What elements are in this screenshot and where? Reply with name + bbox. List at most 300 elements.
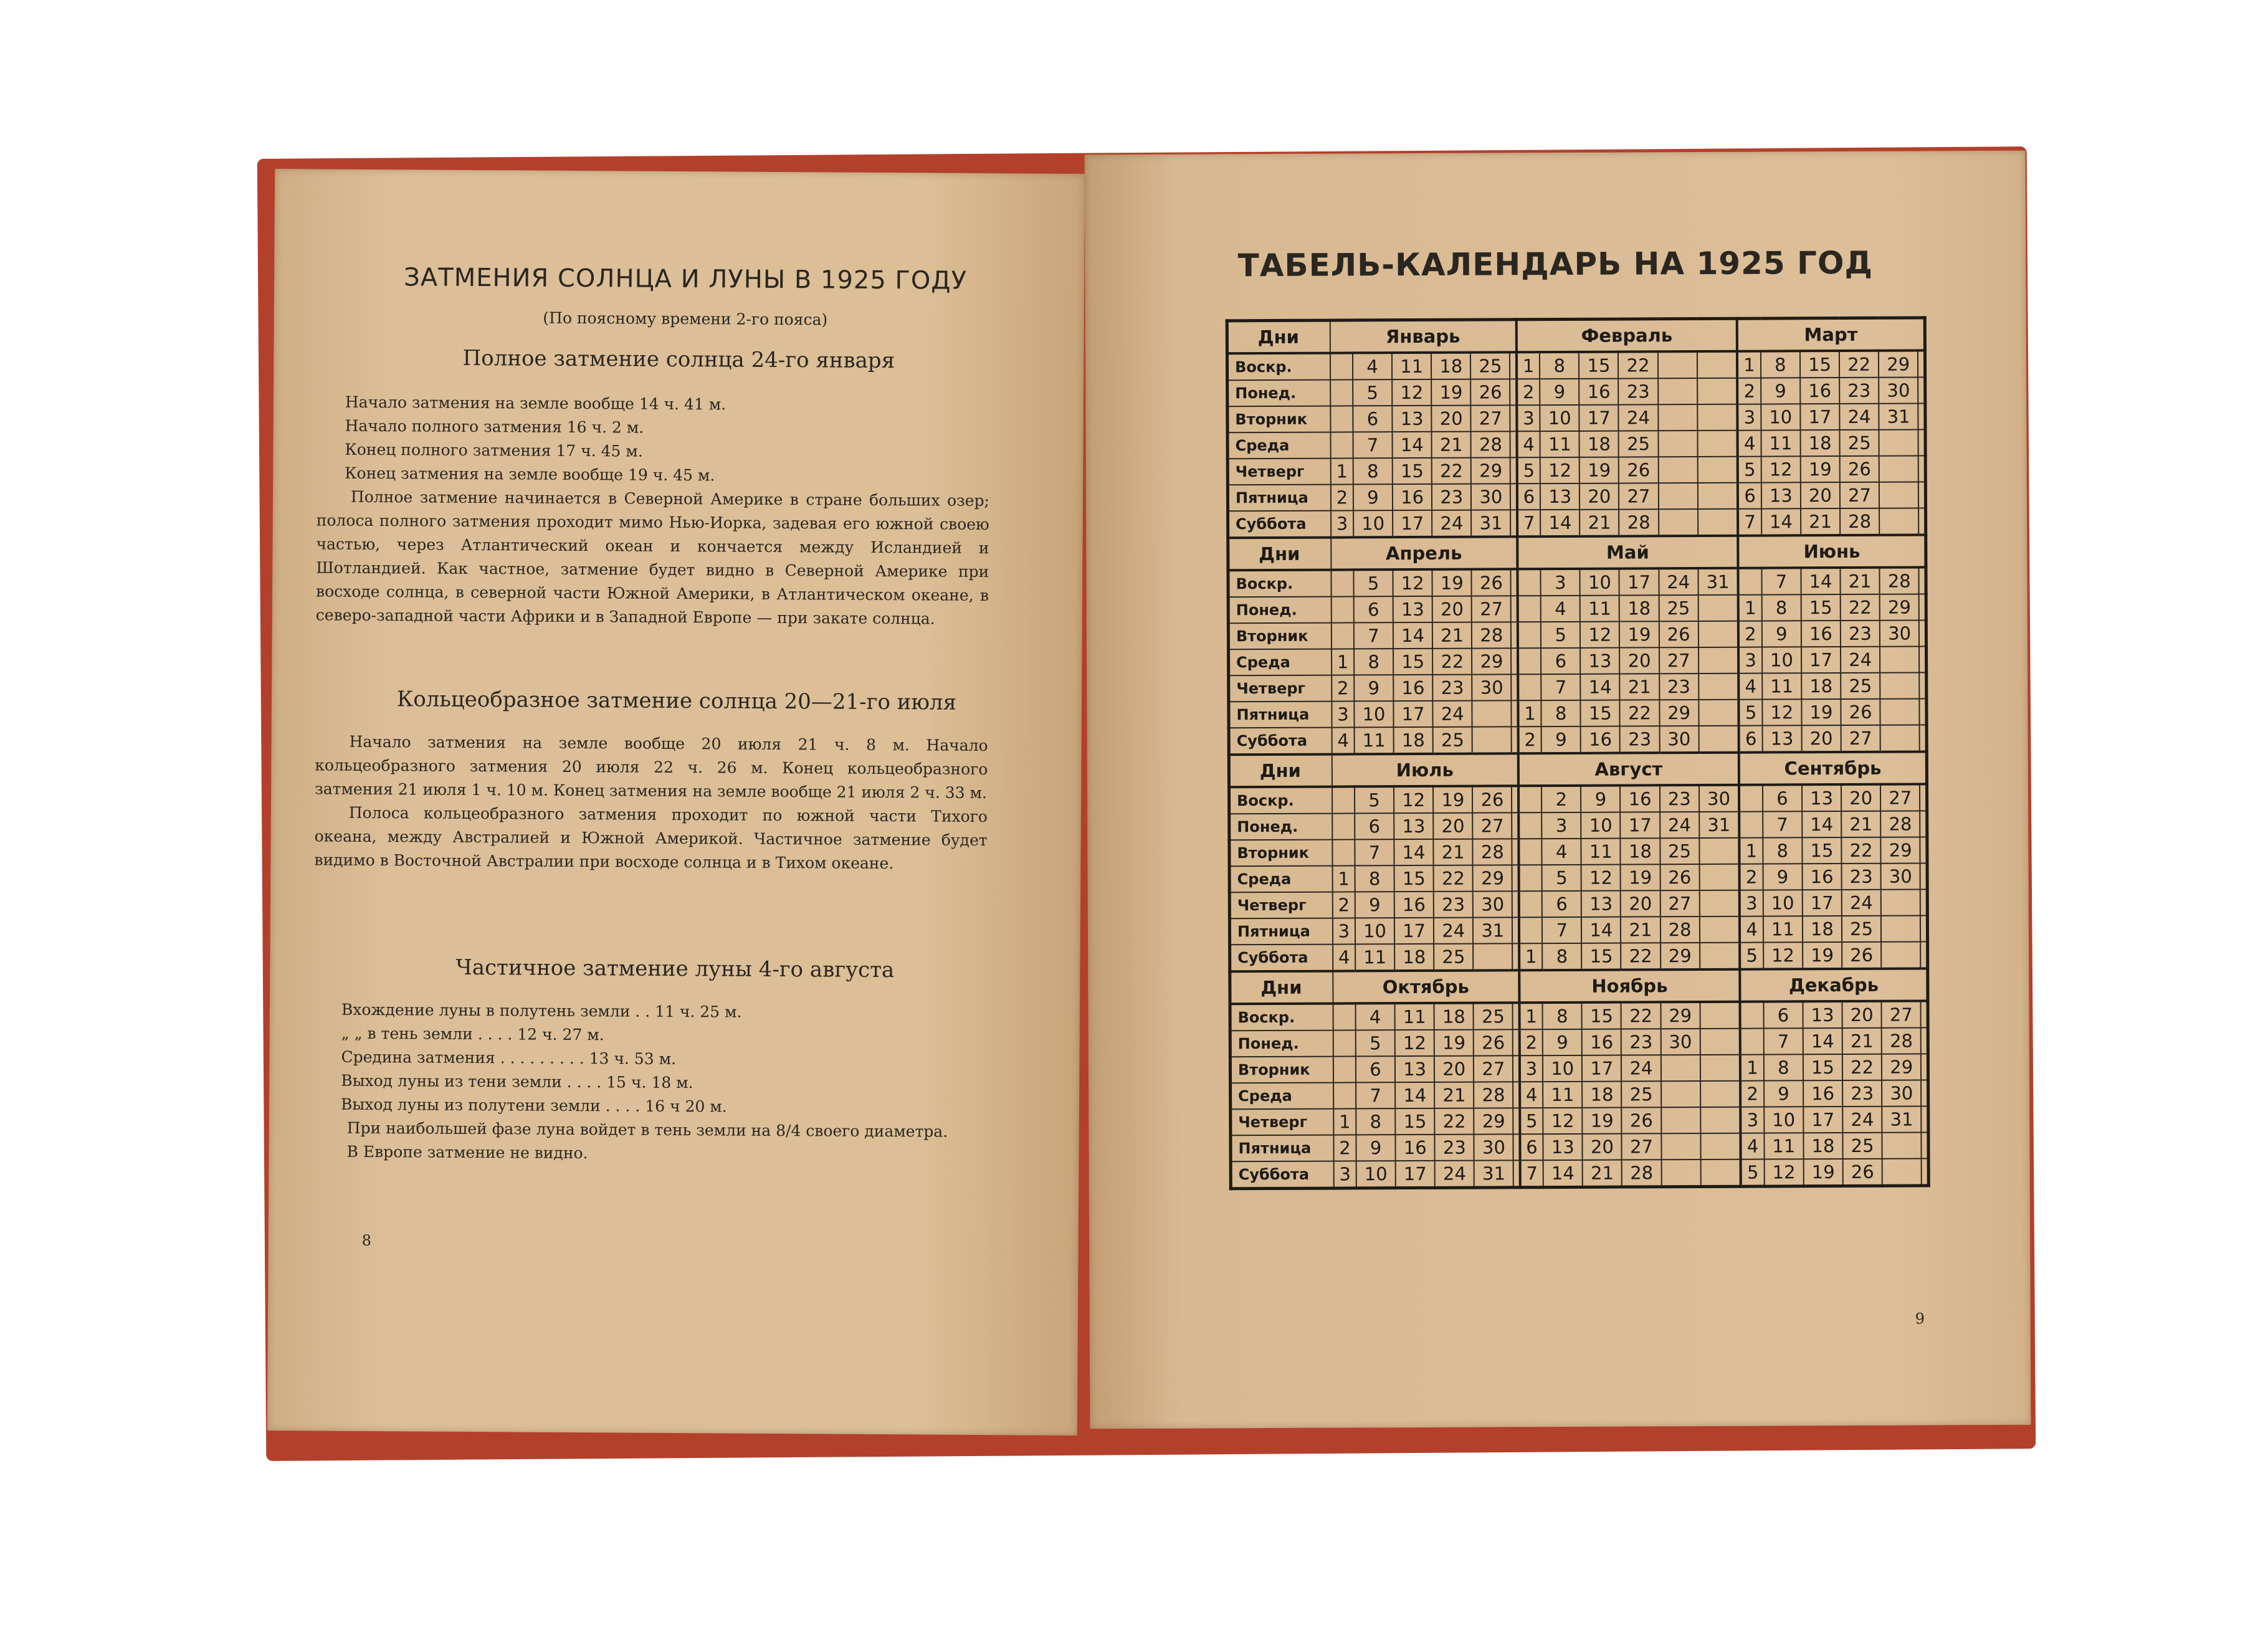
days-header: Дни bbox=[1229, 755, 1332, 788]
calendar-day bbox=[1698, 483, 1738, 509]
calendar-day: 5 bbox=[1542, 865, 1581, 891]
calendar-day bbox=[1697, 404, 1738, 431]
calendar-day: 20 bbox=[1801, 725, 1841, 752]
calendar-day: 21 bbox=[1621, 917, 1660, 943]
calendar-day: 7 bbox=[1738, 509, 1761, 536]
calendar-day: 11 bbox=[1764, 1133, 1803, 1159]
calendar-day bbox=[1510, 483, 1517, 510]
calendar-day bbox=[1697, 378, 1738, 404]
calendar-day: 30 bbox=[1699, 785, 1740, 812]
calendar-title: ТАБЕЛЬ-КАЛЕНДАРЬ НА 1925 ГОД bbox=[1237, 244, 1874, 284]
calendar-day: 17 bbox=[1621, 812, 1660, 838]
calendar-day: 12 bbox=[1393, 569, 1432, 596]
calendar-day bbox=[1518, 839, 1542, 865]
calendar-day: 1 bbox=[1740, 1055, 1764, 1081]
calendar-day bbox=[1332, 839, 1355, 865]
calendar-day: 7 bbox=[1355, 839, 1394, 865]
calendar-day: 27 bbox=[1882, 1001, 1921, 1027]
calendar-day: 1 bbox=[1518, 700, 1541, 726]
calendar-day: 7 bbox=[1542, 917, 1581, 943]
calendar-day: 29 bbox=[1471, 457, 1510, 483]
calendar-day: 12 bbox=[1392, 379, 1431, 406]
calendar-day: 11 bbox=[1355, 727, 1394, 754]
calendar-day: 28 bbox=[1474, 1082, 1513, 1108]
calendar-day bbox=[1918, 403, 1925, 429]
calendar-day bbox=[1512, 839, 1518, 865]
calendar-day: 10 bbox=[1355, 918, 1394, 944]
calendar-day: 1 bbox=[1332, 649, 1354, 675]
calendar-day: 19 bbox=[1803, 942, 1842, 969]
calendar-day: 26 bbox=[1472, 786, 1512, 812]
calendar-day: 31 bbox=[1473, 917, 1512, 943]
calendar-day bbox=[1513, 1134, 1520, 1160]
calendar-day bbox=[1699, 890, 1740, 917]
calendar-day: 21 bbox=[1434, 1082, 1474, 1108]
page-number-left: 8 bbox=[361, 1231, 372, 1250]
calendar-day: 24 bbox=[1434, 918, 1473, 944]
calendar-day: 4 bbox=[1517, 431, 1540, 457]
calendar-day: 23 bbox=[1619, 378, 1658, 404]
calendar-day: 16 bbox=[1396, 1135, 1435, 1161]
calendar-day bbox=[1740, 1002, 1764, 1029]
calendar-day bbox=[1510, 431, 1517, 457]
month-header: Март bbox=[1737, 318, 1925, 351]
calendar-day bbox=[1472, 700, 1512, 726]
calendar-week-row bbox=[1227, 429, 1925, 459]
month-header: Сентябрь bbox=[1739, 751, 1927, 784]
day-name: Вторник bbox=[1227, 406, 1331, 433]
calendar-day bbox=[1333, 1003, 1355, 1030]
calendar-day bbox=[1518, 812, 1542, 839]
month-header: Июнь bbox=[1738, 535, 1926, 568]
calendar-day: 19 bbox=[1619, 621, 1659, 647]
calendar-day: 5 bbox=[1356, 1030, 1395, 1056]
calendar-day: 2 bbox=[1331, 484, 1353, 510]
calendar-day: 21 bbox=[1841, 811, 1880, 837]
calendar-day bbox=[1881, 889, 1920, 915]
calendar-day bbox=[1661, 1081, 1700, 1107]
calendar-day: 18 bbox=[1801, 673, 1841, 699]
calendar-header-row bbox=[1229, 751, 1927, 787]
calendar-day: 13 bbox=[1802, 784, 1841, 811]
calendar-day: 14 bbox=[1581, 917, 1621, 943]
calendar-day: 28 bbox=[1660, 917, 1699, 943]
month-header: Декабрь bbox=[1740, 968, 1928, 1001]
calendar-day: 20 bbox=[1580, 483, 1619, 510]
calendar-day bbox=[1739, 785, 1763, 812]
calendar-week-row bbox=[1227, 455, 1925, 485]
calendar-day bbox=[1658, 351, 1697, 378]
calendar-day: 23 bbox=[1659, 674, 1699, 700]
calendar-day: 17 bbox=[1619, 568, 1659, 595]
calendar-day: 28 bbox=[1473, 839, 1512, 865]
calendar-day: 21 bbox=[1801, 508, 1840, 535]
month-header: Ноябрь bbox=[1519, 969, 1740, 1003]
calendar-day: 7 bbox=[1356, 1082, 1395, 1108]
day-name: Понед. bbox=[1230, 1031, 1333, 1057]
calendar-day: 3 bbox=[1520, 1055, 1543, 1082]
day-name: Понед. bbox=[1228, 597, 1332, 624]
calendar-day: 29 bbox=[1660, 943, 1700, 969]
day-name: Среда bbox=[1231, 1083, 1334, 1110]
calendar-day: 10 bbox=[1354, 701, 1393, 727]
calendar-day: 5 bbox=[1741, 1160, 1765, 1187]
calendar-day bbox=[1700, 1055, 1741, 1081]
calendar-day: 15 bbox=[1802, 837, 1841, 864]
calendar-day: 24 bbox=[1659, 568, 1698, 595]
calendar-day: 8 bbox=[1763, 837, 1802, 864]
calendar-day: 15 bbox=[1581, 700, 1620, 726]
calendar-day: 21 bbox=[1432, 432, 1471, 458]
calendar-day: 13 bbox=[1540, 483, 1580, 510]
calendar-day: 18 bbox=[1582, 1082, 1621, 1108]
month-header: Июль bbox=[1332, 753, 1518, 786]
calendar-day bbox=[1473, 943, 1512, 970]
calendar-day: 28 bbox=[1880, 811, 1920, 837]
calendar-day: 7 bbox=[1763, 811, 1802, 837]
calendar-day: 23 bbox=[1432, 675, 1472, 701]
calendar-day: 22 bbox=[1434, 865, 1473, 892]
calendar-day bbox=[1920, 915, 1927, 941]
calendar-day bbox=[1332, 596, 1354, 622]
eclipses-subtitle: (По поясному времени 2-го пояса) bbox=[543, 308, 828, 329]
calendar-day: 17 bbox=[1393, 510, 1432, 537]
calendar-day: 27 bbox=[1880, 784, 1920, 811]
calendar-day bbox=[1512, 674, 1518, 700]
calendar-day bbox=[1512, 700, 1518, 726]
calendar-day bbox=[1880, 672, 1919, 698]
calendar-day: 13 bbox=[1393, 596, 1432, 622]
calendar-day: 10 bbox=[1580, 569, 1619, 596]
section-body-partial-lunar bbox=[312, 998, 986, 1168]
calendar-day bbox=[1700, 1081, 1741, 1107]
calendar-day: 21 bbox=[1840, 568, 1879, 594]
calendar-day: 8 bbox=[1761, 594, 1801, 621]
calendar-day: 2 bbox=[1333, 1135, 1356, 1161]
calendar-day: 3 bbox=[1740, 890, 1763, 917]
calendar-day bbox=[1919, 672, 1926, 698]
day-name: Суббота bbox=[1230, 945, 1333, 972]
calendar-day: 9 bbox=[1762, 621, 1801, 647]
calendar-day: 1 bbox=[1519, 943, 1543, 970]
calendar-day: 3 bbox=[1331, 510, 1353, 537]
calendar-day bbox=[1517, 569, 1541, 596]
calendar-day: 23 bbox=[1620, 726, 1659, 753]
day-name: Суббота bbox=[1229, 728, 1332, 755]
days-header: Дни bbox=[1228, 538, 1332, 571]
calendar-week-row bbox=[1230, 941, 1928, 971]
calendar-day bbox=[1921, 1080, 1928, 1106]
calendar-day: 23 bbox=[1432, 484, 1471, 510]
calendar-day: 8 bbox=[1761, 351, 1800, 378]
day-name: Среда bbox=[1227, 432, 1331, 459]
calendar-day: 22 bbox=[1620, 700, 1659, 726]
calendar-day bbox=[1513, 1029, 1519, 1055]
calendar-day: 3 bbox=[1333, 918, 1355, 944]
calendar-day: 18 bbox=[1394, 727, 1433, 754]
calendar-day: 23 bbox=[1660, 785, 1699, 812]
calendar-day: 10 bbox=[1540, 405, 1580, 431]
calendar-week-row bbox=[1227, 350, 1925, 380]
calendar-day: 17 bbox=[1801, 647, 1841, 673]
calendar-day: 28 bbox=[1471, 431, 1510, 457]
calendar-day: 14 bbox=[1393, 622, 1432, 649]
calendar-day: 4 bbox=[1333, 944, 1355, 971]
calendar-day: 12 bbox=[1580, 622, 1619, 648]
calendar-day: 14 bbox=[1802, 811, 1841, 837]
calendar-day: 31 bbox=[1699, 812, 1740, 838]
calendar-day: 8 bbox=[1541, 700, 1581, 726]
calendar-week-row bbox=[1229, 915, 1927, 945]
calendar-day: 16 bbox=[1581, 726, 1620, 753]
calendar-day: 27 bbox=[1471, 405, 1510, 431]
calendar-day bbox=[1918, 429, 1925, 455]
section-body-annular-solar bbox=[314, 730, 988, 876]
left-page bbox=[267, 169, 1085, 1436]
day-name: Среда bbox=[1229, 866, 1333, 893]
calendar-day bbox=[1919, 594, 1926, 620]
calendar-day: 18 bbox=[1394, 944, 1434, 971]
day-name: Суббота bbox=[1228, 511, 1332, 538]
calendar-day: 3 bbox=[1741, 1107, 1765, 1133]
text-line: Конец полного затмения 17 ч. 45 м. bbox=[345, 440, 643, 460]
calendar-day: 26 bbox=[1659, 621, 1698, 647]
day-name: Понед. bbox=[1227, 380, 1331, 407]
calendar-day: 16 bbox=[1802, 864, 1841, 890]
month-header: Апрель bbox=[1331, 536, 1517, 569]
calendar-day bbox=[1661, 1133, 1700, 1160]
calendar-day: 27 bbox=[1619, 483, 1658, 509]
calendar-day: 15 bbox=[1581, 943, 1621, 970]
calendar-day bbox=[1512, 865, 1518, 891]
calendar-day bbox=[1700, 1160, 1741, 1187]
calendar-day: 18 bbox=[1803, 916, 1842, 942]
calendar-day: 18 bbox=[1434, 1003, 1474, 1030]
calendar-day: 26 bbox=[1843, 1159, 1882, 1186]
calendar-day: 28 bbox=[1840, 508, 1879, 535]
calendar-day: 13 bbox=[1395, 1056, 1434, 1082]
calendar-day: 26 bbox=[1474, 1029, 1513, 1055]
calendar-day: 27 bbox=[1473, 812, 1512, 839]
calendar-day: 12 bbox=[1395, 1030, 1434, 1056]
calendar-day bbox=[1332, 786, 1355, 813]
calendar-day: 25 bbox=[1470, 352, 1510, 379]
calendar-day: 30 bbox=[1879, 377, 1918, 403]
calendar-day: 26 bbox=[1472, 569, 1511, 596]
calendar-day: 24 bbox=[1435, 1161, 1474, 1188]
calendar-day: 19 bbox=[1803, 1159, 1842, 1186]
calendar-day: 14 bbox=[1540, 510, 1580, 536]
calendar-day: 15 bbox=[1393, 458, 1432, 484]
calendar-day: 12 bbox=[1763, 942, 1803, 969]
calendar-day bbox=[1512, 917, 1518, 943]
calendar-day: 25 bbox=[1660, 838, 1699, 864]
calendar-week-row bbox=[1229, 863, 1927, 892]
calendar-day bbox=[1512, 891, 1518, 917]
calendar-day: 30 bbox=[1471, 483, 1510, 510]
calendar-day bbox=[1518, 674, 1541, 700]
calendar-day bbox=[1517, 596, 1541, 622]
calendar-day: 23 bbox=[1839, 378, 1879, 404]
calendar-day: 20 bbox=[1432, 406, 1471, 432]
calendar-day: 6 bbox=[1738, 483, 1761, 509]
calendar-day: 7 bbox=[1541, 674, 1580, 700]
calendar-day: 6 bbox=[1739, 726, 1763, 753]
calendar-day: 30 bbox=[1659, 726, 1699, 753]
calendar-day: 2 bbox=[1738, 621, 1762, 647]
calendar-day: 4 bbox=[1542, 839, 1581, 865]
calendar-day: 12 bbox=[1761, 456, 1800, 482]
calendar-day bbox=[1880, 698, 1920, 725]
calendar-day: 6 bbox=[1517, 483, 1541, 510]
calendar-day: 15 bbox=[1800, 351, 1839, 378]
calendar-day: 25 bbox=[1842, 916, 1881, 942]
calendar-day: 25 bbox=[1434, 944, 1473, 971]
calendar-week-row bbox=[1229, 646, 1927, 675]
calendar-day: 12 bbox=[1394, 786, 1433, 813]
calendar-day: 5 bbox=[1520, 1108, 1543, 1134]
month-header: Август bbox=[1518, 753, 1740, 786]
calendar-day bbox=[1658, 483, 1697, 509]
calendar-day: 31 bbox=[1879, 403, 1918, 429]
calendar-day bbox=[1510, 405, 1517, 431]
calendar-day: 2 bbox=[1740, 864, 1763, 890]
calendar-day: 11 bbox=[1540, 431, 1580, 457]
text-paragraph: В Европе затмение не видно. bbox=[346, 1142, 588, 1163]
calendar-day: 13 bbox=[1803, 1001, 1842, 1028]
text-line: Начало полного затмения 16 ч. 2 м. bbox=[345, 416, 644, 437]
calendar-day: 8 bbox=[1356, 1108, 1395, 1135]
calendar-day: 16 bbox=[1620, 785, 1659, 812]
calendar-day: 19 bbox=[1580, 457, 1619, 483]
calendar-day bbox=[1330, 432, 1353, 458]
calendar-day: 8 bbox=[1543, 1002, 1582, 1029]
day-name: Среда bbox=[1229, 649, 1332, 676]
calendar-day: 23 bbox=[1621, 1029, 1660, 1055]
calendar-day: 6 bbox=[1356, 1056, 1395, 1082]
calendar-day: 11 bbox=[1761, 430, 1800, 456]
text-line: Выход луны из полутени земли . . . . 16 ч 20 м. bbox=[340, 1095, 727, 1116]
calendar-day: 8 bbox=[1354, 649, 1393, 675]
calendar-day: 31 bbox=[1471, 510, 1510, 536]
text-line: Выход луны из тени земли . . . . 15 ч. 18 м. bbox=[341, 1071, 693, 1092]
calendar-day: 23 bbox=[1434, 892, 1473, 918]
calendar-day: 4 bbox=[1740, 917, 1763, 943]
calendar-day: 20 bbox=[1842, 1001, 1882, 1028]
calendar-day: 28 bbox=[1619, 509, 1659, 536]
calendar-week-row bbox=[1231, 1132, 1928, 1161]
calendar-day: 11 bbox=[1543, 1082, 1582, 1108]
calendar-day: 24 bbox=[1432, 510, 1471, 537]
calendar-day: 28 bbox=[1622, 1160, 1661, 1187]
calendar-day: 27 bbox=[1840, 482, 1879, 508]
calendar-day: 24 bbox=[1433, 701, 1472, 727]
calendar-day: 29 bbox=[1882, 1054, 1921, 1080]
calendar-week-row bbox=[1227, 403, 1925, 432]
calendar-day: 7 bbox=[1763, 1028, 1803, 1054]
calendar-week-row bbox=[1230, 1001, 1928, 1031]
calendar-day bbox=[1513, 943, 1519, 970]
calendar-day: 19 bbox=[1432, 569, 1472, 596]
calendar-day bbox=[1698, 509, 1738, 536]
calendar-day: 17 bbox=[1803, 890, 1842, 916]
day-name: Пятница bbox=[1231, 1135, 1334, 1162]
calendar-day bbox=[1333, 1030, 1356, 1056]
calendar-day bbox=[1918, 350, 1925, 377]
calendar-day bbox=[1658, 404, 1697, 431]
calendar-day: 20 bbox=[1432, 596, 1472, 622]
calendar-day bbox=[1658, 431, 1697, 457]
calendar-day bbox=[1510, 352, 1516, 379]
calendar-day bbox=[1511, 569, 1517, 596]
calendar-day: 29 bbox=[1474, 1108, 1513, 1134]
calendar-day bbox=[1518, 786, 1542, 812]
calendar-day bbox=[1330, 406, 1353, 432]
text-line: „ „ в тень земли . . . . 12 ч. 27 м. bbox=[341, 1024, 604, 1044]
calendar-day: 10 bbox=[1764, 1107, 1803, 1133]
calendar-day bbox=[1333, 1056, 1356, 1082]
calendar-day bbox=[1919, 567, 1926, 594]
calendar-day bbox=[1511, 648, 1517, 674]
calendar-day: 25 bbox=[1474, 1002, 1513, 1029]
calendar-day bbox=[1919, 620, 1926, 646]
calendar-day bbox=[1659, 509, 1698, 536]
day-name: Воскр. bbox=[1227, 353, 1330, 381]
day-name: Воскр. bbox=[1229, 787, 1332, 814]
section-heading-total-solar: Полное затмение солнца 24-го января bbox=[462, 345, 895, 374]
calendar-day: 24 bbox=[1842, 890, 1881, 916]
calendar-day: 11 bbox=[1580, 596, 1619, 622]
day-name: Четверг bbox=[1229, 892, 1333, 919]
calendar-day: 1 bbox=[1519, 1002, 1543, 1029]
day-name: Вторник bbox=[1229, 840, 1333, 867]
calendar-day: 23 bbox=[1435, 1135, 1474, 1161]
section-heading-partial-lunar: Частичное затмение луны 4-го августа bbox=[455, 955, 895, 983]
calendar-day: 18 bbox=[1800, 430, 1839, 456]
calendar-day bbox=[1739, 812, 1763, 838]
calendar-day: 7 bbox=[1761, 568, 1801, 594]
calendar-day: 13 bbox=[1580, 648, 1619, 674]
calendar-day: 11 bbox=[1395, 1003, 1434, 1030]
calendar-day: 1 bbox=[1333, 1108, 1356, 1135]
calendar-week-row bbox=[1230, 1054, 1928, 1083]
calendar-day bbox=[1513, 1082, 1520, 1108]
calendar-header-row bbox=[1227, 318, 1925, 353]
calendar-day: 25 bbox=[1840, 430, 1879, 456]
calendar-day: 9 bbox=[1763, 864, 1802, 890]
calendar-day bbox=[1511, 596, 1517, 622]
calendar-day bbox=[1511, 510, 1517, 536]
calendar-day: 13 bbox=[1581, 891, 1621, 917]
calendar-day: 10 bbox=[1762, 647, 1801, 673]
calendar-day: 28 bbox=[1880, 567, 1919, 594]
calendar-day bbox=[1699, 621, 1739, 647]
calendar-day: 17 bbox=[1396, 1161, 1435, 1188]
calendar-day bbox=[1881, 941, 1920, 968]
eclipses-title: ЗАТМЕНИЯ СОЛНЦА И ЛУНЫ В 1925 ГОДУ bbox=[404, 263, 968, 295]
calendar-day: 17 bbox=[1582, 1055, 1621, 1082]
calendar-day: 5 bbox=[1517, 457, 1540, 483]
calendar-day: 15 bbox=[1801, 594, 1841, 621]
calendar-day: 21 bbox=[1432, 622, 1472, 649]
calendar-day: 23 bbox=[1842, 1080, 1882, 1107]
section-heading-annular-solar: Кольцеобразное затмение солнца 20—21-го июля bbox=[396, 687, 957, 715]
day-name: Пятница bbox=[1229, 918, 1333, 945]
day-name: Воскр. bbox=[1228, 570, 1332, 598]
calendar-day: 21 bbox=[1580, 510, 1619, 536]
calendar-day: 21 bbox=[1434, 839, 1473, 865]
calendar-day: 26 bbox=[1842, 942, 1881, 969]
